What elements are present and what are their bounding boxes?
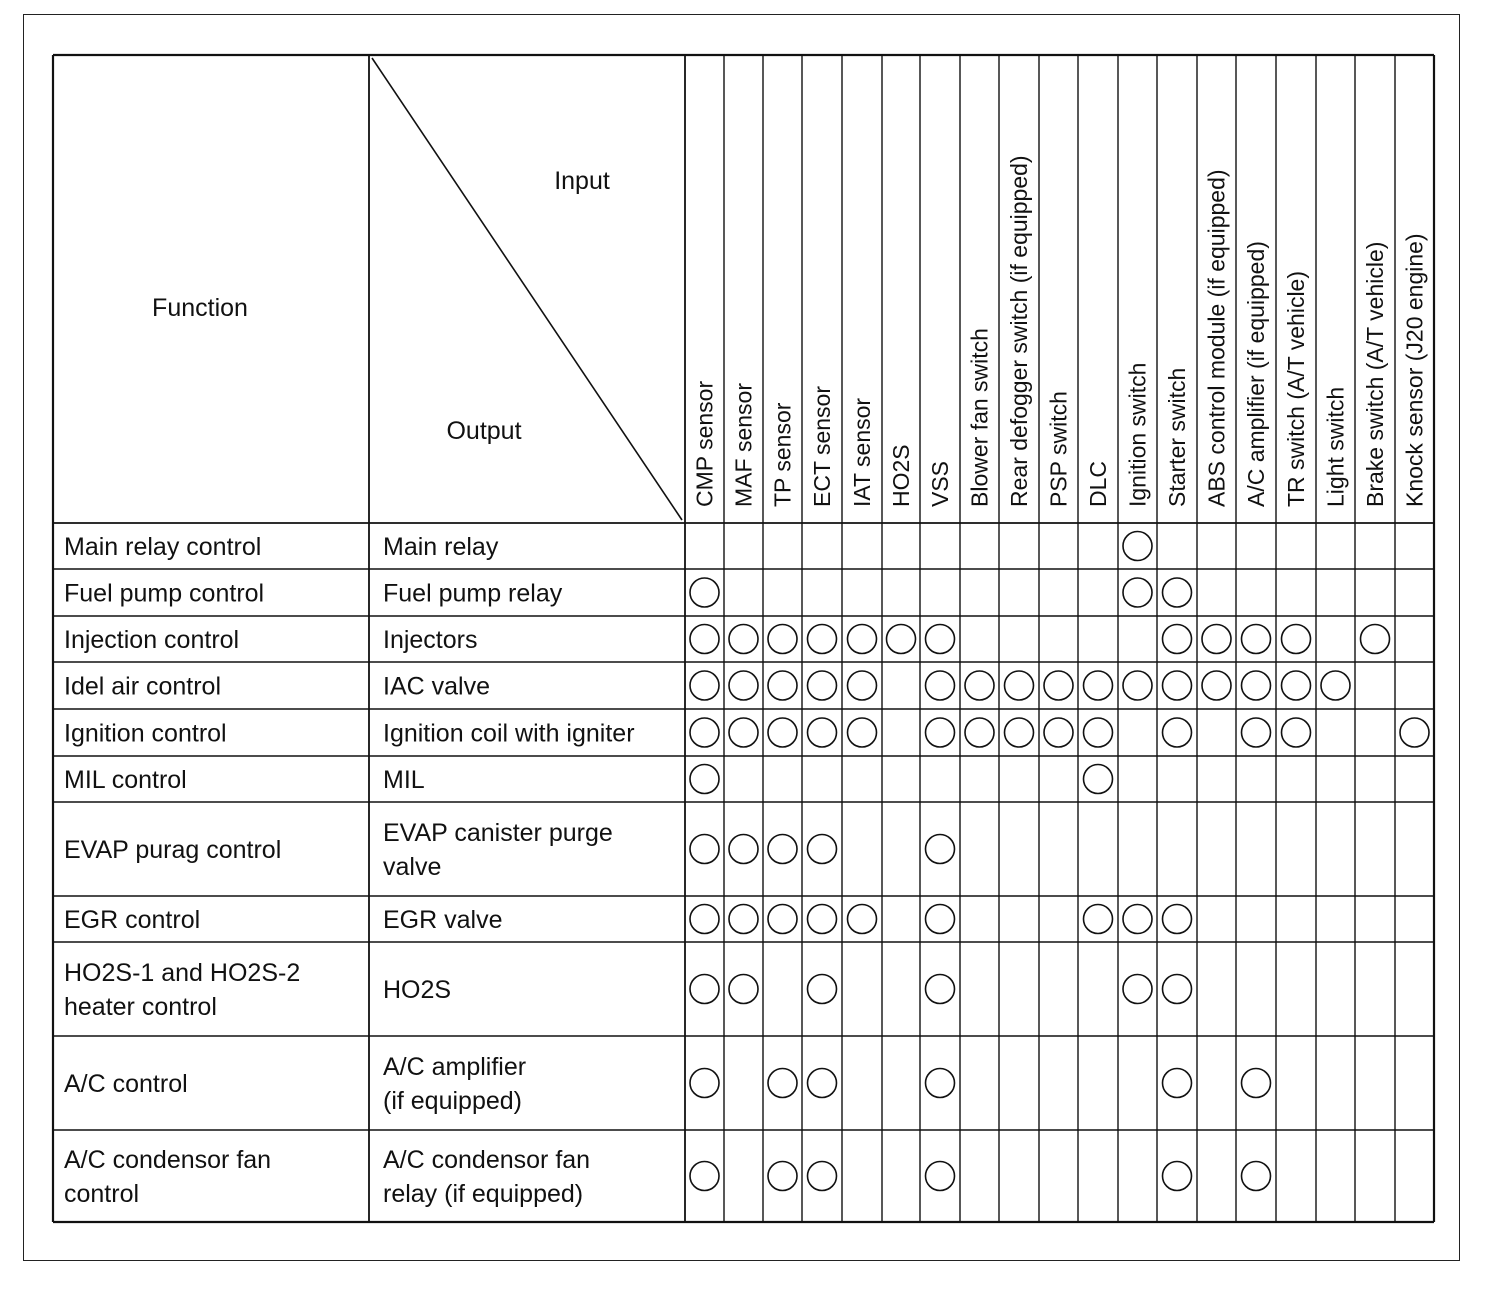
mark-circle (926, 671, 955, 700)
mark-circle (690, 975, 719, 1004)
input-label-13: ABS control module (if equipped) (1203, 169, 1230, 507)
mark-circle (808, 975, 837, 1004)
mark-circle (1242, 1069, 1271, 1098)
mark-circle (808, 1069, 837, 1098)
input-label-4: IAT sensor (849, 397, 875, 507)
mark-circle (1242, 1162, 1271, 1191)
input-label-3: ECT sensor (809, 385, 835, 507)
mark-circle (768, 671, 797, 700)
function-cell-text: control (64, 1180, 140, 1208)
output-cell-text: EGR valve (383, 906, 503, 934)
mark-circle (1400, 718, 1429, 747)
mark-circle (729, 835, 758, 864)
mark-circle (1123, 578, 1152, 607)
function-cell-text: HO2S-1 and HO2S-2 (64, 959, 301, 987)
function-cell-text: EVAP purag control (64, 836, 282, 864)
mark-circle (1282, 718, 1311, 747)
mark-circle (1282, 625, 1311, 654)
output-cell-text: EVAP canister purge (383, 819, 613, 847)
input-label-15: TR switch (A/T vehicle) (1283, 270, 1309, 507)
mark-circle (690, 718, 719, 747)
mark-circle (1123, 975, 1152, 1004)
input-label-10: DLC (1085, 460, 1111, 507)
output-cell-text: relay (if equipped) (383, 1180, 584, 1208)
function-cell-text: Fuel pump control (64, 579, 265, 608)
mark-circle (729, 671, 758, 700)
mark-circle (1202, 671, 1231, 700)
function-cell-text: Injection control (64, 626, 240, 654)
mark-circle (1163, 905, 1192, 934)
function-cell-text: MIL control (64, 766, 187, 794)
mark-circle (1242, 718, 1271, 747)
mark-circle (1163, 975, 1192, 1004)
mark-circle (926, 835, 955, 864)
mark-circle (1123, 532, 1152, 561)
mark-circle (926, 1162, 955, 1191)
mark-circle (808, 905, 837, 934)
mark-circle (1163, 625, 1192, 654)
output-cell-text: Injectors (383, 626, 478, 654)
function-cell-text: A/C control (64, 1070, 188, 1098)
input-label-16: Light switch (1322, 386, 1349, 507)
function-cell-text: heater control (64, 993, 217, 1021)
output-cell-text: A/C amplifier (383, 1053, 527, 1081)
mark-circle (926, 625, 955, 654)
output-cell-text: Ignition coil with igniter (383, 719, 635, 748)
mark-circle (808, 625, 837, 654)
mark-circle (808, 718, 837, 747)
mark-circle (926, 1069, 955, 1098)
output-cell-text: valve (383, 853, 442, 881)
mark-circle (690, 671, 719, 700)
input-label-18: Knock sensor (J20 engine) (1401, 233, 1428, 507)
mark-circle (690, 1162, 719, 1191)
input-label-11: Ignition switch (1124, 362, 1151, 507)
input-header: Input (554, 167, 610, 195)
mark-circle (1163, 1162, 1192, 1191)
mark-circle (768, 625, 797, 654)
mark-circle (926, 718, 955, 747)
mark-circle (1084, 718, 1113, 747)
mark-circle (848, 718, 877, 747)
input-label-5: HO2S (888, 444, 914, 507)
mark-circle (848, 671, 877, 700)
mark-circle (926, 975, 955, 1004)
mark-circle (965, 718, 994, 747)
function-cell-text: Main relay control (64, 533, 262, 561)
mark-circle (965, 671, 994, 700)
mark-circle (690, 905, 719, 934)
mark-circle (729, 625, 758, 654)
function-cell-text: A/C condensor fan (64, 1146, 272, 1174)
function-cell-text: Ignition control (64, 719, 227, 748)
output-cell-text: (if equipped) (383, 1087, 522, 1115)
mark-circle (1123, 671, 1152, 700)
function-header: Function (152, 294, 248, 322)
input-label-12: Starter switch (1164, 367, 1190, 507)
output-cell-text: A/C condensor fan (383, 1146, 591, 1174)
mark-circle (1282, 671, 1311, 700)
mark-circle (768, 1162, 797, 1191)
mark-circle (808, 671, 837, 700)
mark-circle (1163, 718, 1192, 747)
input-label-6: VSS (927, 460, 953, 507)
mark-circle (887, 625, 916, 654)
mark-circle (1084, 671, 1113, 700)
mark-circle (768, 718, 797, 747)
mark-circle (1163, 671, 1192, 700)
header-diagonal (372, 58, 682, 520)
mark-circle (690, 835, 719, 864)
mark-circle (1163, 1069, 1192, 1098)
mark-circle (729, 905, 758, 934)
mark-circle (1005, 718, 1034, 747)
mark-circle (926, 905, 955, 934)
mark-circle (768, 1069, 797, 1098)
function-cell-text: EGR control (64, 906, 201, 934)
output-cell-text: IAC valve (383, 672, 490, 701)
mark-circle (768, 905, 797, 934)
mark-circle (808, 1162, 837, 1191)
input-label-0: CMP sensor (691, 380, 718, 507)
input-label-1: MAF sensor (730, 383, 757, 507)
mark-circle (848, 625, 877, 654)
mark-circle (1321, 671, 1350, 700)
mark-circle (1242, 625, 1271, 654)
output-cell-text: Main relay (383, 533, 499, 561)
output-cell-text: HO2S (383, 976, 452, 1004)
input-label-17: Brake switch (A/T vehicle) (1362, 241, 1388, 507)
input-label-14: A/C amplifier (if equipped) (1243, 241, 1269, 507)
mark-circle (1361, 625, 1390, 654)
input-label-7: Blower fan switch (966, 328, 993, 507)
output-cell-text: Fuel pump relay (383, 579, 563, 608)
mark-circle (1123, 905, 1152, 934)
mark-circle (1044, 671, 1073, 700)
mark-circle (729, 718, 758, 747)
input-label-2: TP sensor (769, 402, 796, 507)
output-cell-text: MIL (383, 766, 425, 794)
mark-circle (1084, 905, 1113, 934)
mark-circle (690, 1069, 719, 1098)
mark-circle (729, 975, 758, 1004)
output-header: Output (446, 417, 522, 445)
mark-circle (848, 905, 877, 934)
mark-circle (1044, 718, 1073, 747)
mark-circle (808, 835, 837, 864)
mark-circle (1163, 578, 1192, 607)
mark-circle (690, 578, 719, 607)
input-label-9: PSP switch (1045, 391, 1072, 507)
mark-circle (1202, 625, 1231, 654)
mark-circle (1242, 671, 1271, 700)
input-label-8: Rear defogger switch (if equipped) (1006, 155, 1032, 507)
mark-circle (1084, 765, 1113, 794)
mark-circle (1005, 671, 1034, 700)
mark-circle (690, 765, 719, 794)
function-cell-text: Idel air control (64, 672, 222, 701)
mark-circle (690, 625, 719, 654)
mark-circle (768, 835, 797, 864)
